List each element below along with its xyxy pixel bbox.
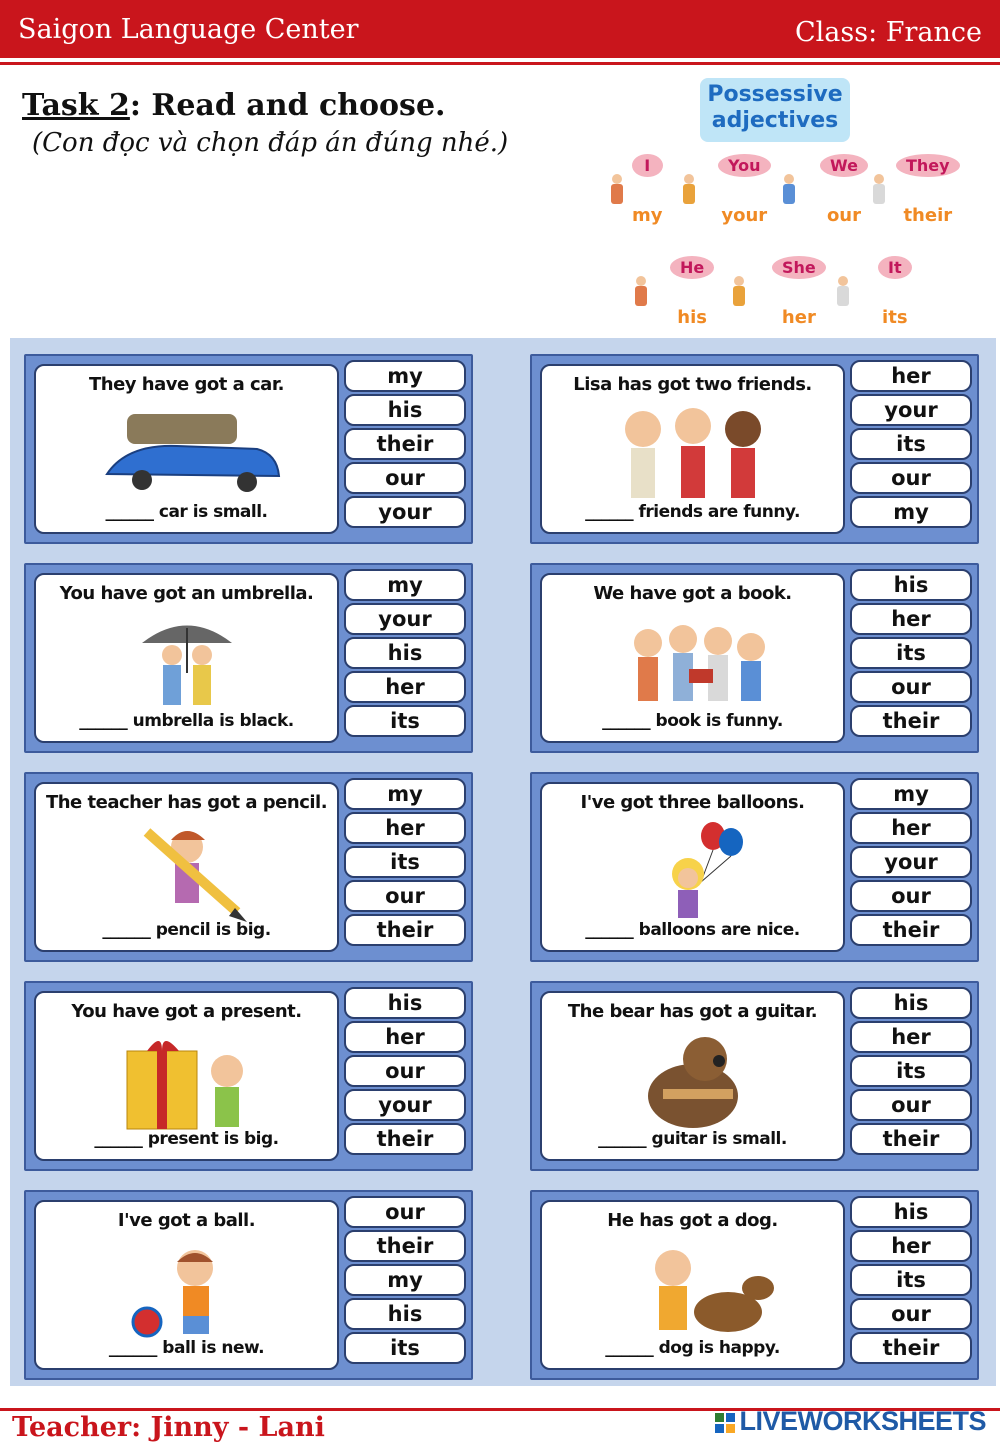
exercise-prompt: [540, 991, 845, 1161]
answer-sentence: ______ guitar is small.: [598, 1129, 787, 1149]
answer-sentence: ______ balloons are nice.: [585, 920, 800, 940]
answer-sentence: ______ ball is new.: [108, 1338, 265, 1358]
option-his[interactable]: his: [344, 1298, 466, 1330]
option-their[interactable]: their: [344, 1123, 466, 1155]
child-figure-icon: [836, 276, 850, 306]
exercise-prompt: [540, 364, 845, 534]
car-illustration-icon: [87, 404, 287, 504]
option-list: [850, 1196, 974, 1366]
exercise-prompt: [540, 782, 845, 952]
pencil-illustration-icon: [87, 822, 287, 922]
present-illustration-icon: [87, 1031, 287, 1131]
option-their[interactable]: their: [344, 428, 466, 460]
child-figure-icon: [634, 276, 648, 306]
option-its[interactable]: its: [344, 705, 466, 737]
option-list: [344, 569, 468, 739]
exercise-prompt: [34, 1200, 339, 1370]
question-text: Lisa has got two friends.: [573, 374, 812, 395]
question-text: They have got a car.: [89, 374, 284, 395]
option-list: [850, 569, 974, 739]
possessive-adjective: its: [882, 307, 908, 328]
option-your[interactable]: your: [850, 846, 972, 878]
option-his[interactable]: his: [850, 1196, 972, 1228]
child-figure-icon: [872, 174, 886, 204]
ball-illustration-icon: [87, 1240, 287, 1340]
option-our[interactable]: our: [344, 880, 466, 912]
option-its[interactable]: its: [850, 428, 972, 460]
exercise-card-1: [24, 354, 473, 544]
question-text: You have got a present.: [71, 1001, 302, 1022]
answer-sentence: ______ umbrella is black.: [79, 711, 294, 731]
subject-pronoun: You: [718, 154, 771, 177]
option-list: [344, 360, 468, 530]
balloons-illustration-icon: [593, 822, 793, 922]
answer-sentence: ______ pencil is big.: [102, 920, 271, 940]
task-number: Task 2: [22, 88, 130, 123]
possessive-adjective: your: [721, 205, 768, 226]
dog-illustration-icon: [593, 1240, 793, 1340]
brand-name: LIVEWORKSHEETS: [739, 1406, 986, 1436]
option-list: [850, 987, 974, 1157]
option-her[interactable]: her: [850, 812, 972, 844]
option-my[interactable]: my: [344, 1264, 466, 1296]
option-her[interactable]: her: [344, 671, 466, 703]
class-label: Class: France: [794, 17, 982, 48]
option-her[interactable]: her: [344, 812, 466, 844]
option-our[interactable]: our: [344, 1055, 466, 1087]
option-my[interactable]: my: [344, 360, 466, 392]
exercise-card-9: [24, 1190, 473, 1380]
option-list: [850, 360, 974, 530]
question-text: The teacher has got a pencil.: [45, 792, 328, 813]
question-text: The bear has got a guitar.: [567, 1001, 818, 1022]
option-our[interactable]: our: [850, 671, 972, 703]
option-his[interactable]: his: [344, 394, 466, 426]
option-his[interactable]: his: [850, 569, 972, 601]
exercise-card-10: [530, 1190, 979, 1380]
option-our[interactable]: our: [344, 462, 466, 494]
child-figure-icon: [682, 174, 696, 204]
possessive-adjective: his: [677, 307, 707, 328]
option-her[interactable]: her: [850, 360, 972, 392]
answer-sentence: ______ present is big.: [94, 1129, 279, 1149]
question-text: You have got an umbrella.: [59, 583, 314, 604]
exercise-prompt: [540, 1200, 845, 1370]
task-title: : Read and choose.: [129, 88, 446, 123]
book-group-illustration-icon: [593, 613, 793, 713]
option-her[interactable]: her: [850, 603, 972, 635]
option-your[interactable]: your: [344, 603, 466, 635]
option-list: [344, 987, 468, 1157]
option-his[interactable]: his: [850, 987, 972, 1019]
poster-title-line1: Possessive: [707, 82, 843, 107]
answer-sentence: ______ car is small.: [105, 502, 268, 522]
option-her[interactable]: her: [850, 1021, 972, 1053]
pronoun-pair-it: [878, 256, 912, 328]
subject-pronoun: It: [878, 256, 912, 279]
question-text: He has got a dog.: [607, 1210, 778, 1231]
possessive-adjective: her: [781, 307, 816, 328]
poster-title-line2: adjectives: [711, 108, 839, 133]
option-my[interactable]: my: [850, 496, 972, 528]
pronoun-pair-you: [718, 154, 771, 226]
option-our[interactable]: our: [344, 1196, 466, 1228]
header-divider: [0, 62, 1000, 65]
pronoun-pair-she: [772, 256, 826, 328]
header-bar: [0, 0, 1000, 58]
subject-pronoun: We: [820, 154, 868, 177]
exercise-card-7: [24, 981, 473, 1171]
answer-sentence: ______ dog is happy.: [605, 1338, 780, 1358]
question-text: We have got a book.: [593, 583, 792, 604]
option-its[interactable]: its: [850, 1055, 972, 1087]
friends-illustration-icon: [593, 404, 793, 504]
option-his[interactable]: his: [344, 987, 466, 1019]
poster-title: [700, 78, 850, 142]
exercise-card-6: [530, 772, 979, 962]
child-figure-icon: [732, 276, 746, 306]
subject-pronoun: I: [632, 154, 663, 177]
pronoun-pair-i: [632, 154, 663, 226]
child-figure-icon: [782, 174, 796, 204]
option-their[interactable]: their: [850, 1123, 972, 1155]
child-figure-icon: [610, 174, 624, 204]
exercise-card-8: [530, 981, 979, 1171]
answer-sentence: ______ friends are funny.: [585, 502, 800, 522]
pronoun-pair-he: [670, 256, 714, 328]
option-our[interactable]: our: [850, 1089, 972, 1121]
possessive-adjective: their: [903, 205, 953, 226]
option-our[interactable]: our: [850, 1298, 972, 1330]
option-his[interactable]: his: [344, 637, 466, 669]
option-my[interactable]: my: [344, 569, 466, 601]
liveworksheets-icon: [715, 1413, 735, 1433]
exercise-prompt: [540, 573, 845, 743]
exercise-card-2: [530, 354, 979, 544]
teacher-credit: Teacher: Jinny - Lani: [12, 1412, 325, 1443]
option-their[interactable]: their: [344, 914, 466, 946]
pronoun-pair-we: [820, 154, 868, 226]
option-our[interactable]: our: [850, 880, 972, 912]
subject-pronoun: They: [896, 154, 960, 177]
possessive-adjective: my: [632, 205, 663, 226]
option-my[interactable]: my: [344, 778, 466, 810]
bear-guitar-illustration-icon: [593, 1031, 793, 1131]
exercise-card-5: [24, 772, 473, 962]
option-its[interactable]: its: [850, 1264, 972, 1296]
option-her[interactable]: her: [344, 1021, 466, 1053]
possessive-adjectives-poster: [600, 74, 960, 336]
pronoun-pair-they: [896, 154, 960, 226]
option-its[interactable]: its: [344, 846, 466, 878]
option-its[interactable]: its: [344, 1332, 466, 1364]
exercise-card-4: [530, 563, 979, 753]
exercise-prompt: [34, 991, 339, 1161]
option-their[interactable]: their: [850, 914, 972, 946]
option-their[interactable]: their: [850, 1332, 972, 1364]
option-her[interactable]: her: [850, 1230, 972, 1262]
option-your[interactable]: your: [850, 394, 972, 426]
umbrella-illustration-icon: [87, 613, 287, 713]
option-our[interactable]: our: [850, 462, 972, 494]
exercise-panel: [10, 338, 996, 1386]
exercise-prompt: [34, 364, 339, 534]
exercise-card-3: [24, 563, 473, 753]
question-text: I've got three balloons.: [580, 792, 805, 813]
option-list: [344, 778, 468, 948]
task-heading: [22, 88, 445, 123]
option-your[interactable]: your: [344, 496, 466, 528]
exercise-prompt: [34, 573, 339, 743]
option-your[interactable]: your: [344, 1089, 466, 1121]
possessive-adjective: our: [826, 205, 861, 226]
option-their[interactable]: their: [344, 1230, 466, 1262]
option-list: [344, 1196, 468, 1366]
question-text: I've got a ball.: [117, 1210, 256, 1231]
option-its[interactable]: its: [850, 637, 972, 669]
option-list: [850, 778, 974, 948]
exercise-prompt: [34, 782, 339, 952]
school-name: Saigon Language Center: [18, 14, 359, 45]
liveworksheets-logo: [715, 1406, 986, 1437]
option-their[interactable]: their: [850, 705, 972, 737]
option-my[interactable]: my: [850, 778, 972, 810]
task-instruction: (Con đọc và chọn đáp án đúng nhé.): [32, 128, 509, 158]
answer-sentence: ______ book is funny.: [602, 711, 783, 731]
subject-pronoun: She: [772, 256, 826, 279]
subject-pronoun: He: [670, 256, 714, 279]
